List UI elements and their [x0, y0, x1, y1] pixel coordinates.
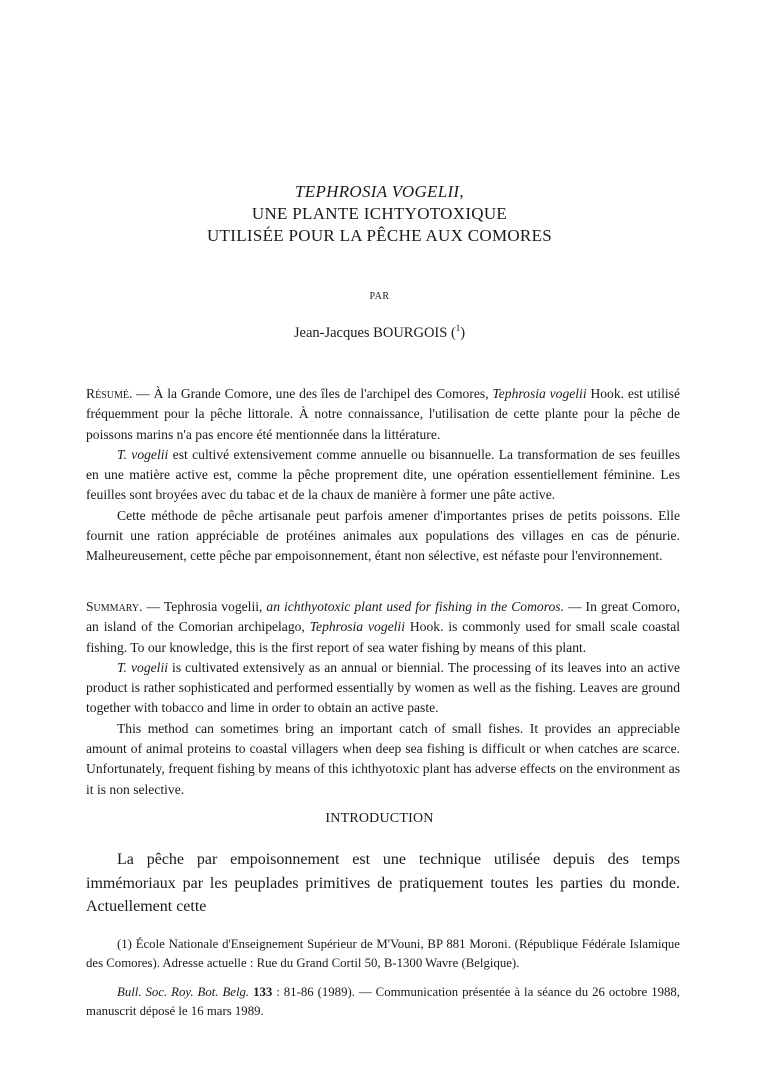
summary-section	[86, 597, 680, 800]
species-name: Tephrosia vogelii	[309, 619, 405, 635]
species-name: Tephrosia vogelii	[492, 386, 587, 401]
footnote-citation	[86, 983, 680, 1021]
title-line-3: UTILISÉE POUR LA PÊCHE AUX COMORES	[206, 226, 553, 245]
summary-text: Hook. is commonly used for small scale coastal fishing. To our knowledge, this is the first report of sea water fishing by means of this plant.	[86, 619, 681, 655]
resume-text: Hook. est utilisé fréquemment pour la pêche littorale. À notre connaissance, l'utilisation de cette plante pour la pêche de poissons marins n'a pas encore été mentionnée dans la littérature.	[86, 386, 680, 442]
footnote-text: (1) École Nationale d'Enseignement Supérieur de M'Vouni, BP 881 Moroni. (République Fédérale Islamique des Comores). Adresse actuelle : Rue du Grand Cortil 50, B-1300 Wavre (Belgique).	[86, 937, 680, 970]
section-heading-introduction: INTRODUCTION	[325, 811, 434, 826]
title-line-2: UNE PLANTE ICHTYOTOXIQUE	[251, 204, 508, 223]
summary-paragraph-1	[86, 597, 680, 658]
footnote-affiliation	[86, 935, 680, 973]
summary-text: — Tephrosia vogelii,	[142, 599, 267, 614]
resume-text: est cultivé extensivement comme annuelle ou bisannuelle. La transformation de ses feuilles en une matière active est, comme la pêche proprement dite, une opération essentiellement féminine. Les feuilles sont broyées avec du tabac et de la chaux de manière à former une pâte active.	[86, 446, 681, 503]
footnote-ref-close: )	[460, 324, 466, 341]
english-title: an ichthyotoxic plant used for fishing in the Comoros.	[266, 599, 564, 614]
summary-paragraph-3: This method can sometimes bring an important catch of small fishes. It provides an appreciable amount of animal proteins to coastal villagers when deep sea fishing is difficult or when catches are scarce. Unfortunately, frequent fishing by means of this ichthyotoxic plant has adverse effects on the environment as it is non selective.	[86, 720, 680, 797]
summary-text: — In great Comoro, an island of the Comorian archipelago,	[86, 599, 680, 635]
journal-volume: 133	[249, 985, 273, 999]
resume-paragraph-3: Cette méthode de pêche artisanale peut parfois amener d'importantes prises de petits poissons. Elle fournit une ration appréciable de protéines animales aux populations des villages en cas de pénurie. Malheureusement, cette pêche par empoisonnement, étant non sélective, est néfaste pour l'environnement.	[86, 507, 680, 564]
introduction-body	[86, 848, 680, 919]
resume-text: — À la Grande Comore, une des îles de l'archipel des Comores,	[132, 386, 493, 401]
species-name: T. vogelii	[117, 446, 169, 462]
journal-name: Bull. Soc. Roy. Bot. Belg.	[117, 985, 250, 999]
author-name: Jean-Jacques BOURGOIS	[293, 324, 448, 341]
summary-text: is cultivated extensively as an annual or biennial. The processing of its leaves into an active product is rather sophisticated and performed essentially by women as well as the fishing. Leaves are ground together with tobacco and lime in order to obtain an active paste.	[86, 659, 680, 716]
footnote-ref-open: (	[447, 324, 456, 341]
article-title	[0, 181, 759, 247]
resume-paragraph-2	[86, 445, 680, 506]
summary-label: Summary.	[86, 599, 143, 614]
resume-section	[86, 384, 680, 567]
by-label: PAR	[369, 291, 390, 302]
footnote-ref-mark: 1	[455, 323, 461, 333]
summary-paragraph-2	[86, 658, 680, 719]
resume-paragraph-1	[86, 384, 680, 445]
introduction-paragraph: La pêche par empoisonnement est une technique utilisée depuis des temps immémoriaux par les peuplades primitives de pratiquement toutes les parties du monde. Actuellement cette	[86, 851, 680, 915]
title-species-line: TEPHROSIA VOGELII,	[295, 182, 464, 201]
resume-label: Résumé.	[86, 386, 133, 401]
author-line	[0, 323, 759, 342]
citation-text	[86, 983, 680, 1021]
species-name: T. vogelii	[117, 659, 168, 675]
citation-details: : 81-86 (1989). — Communication présentée à la séance du 26 octobre 1988, manuscrit déposé le 16 mars 1989.	[86, 985, 680, 1018]
